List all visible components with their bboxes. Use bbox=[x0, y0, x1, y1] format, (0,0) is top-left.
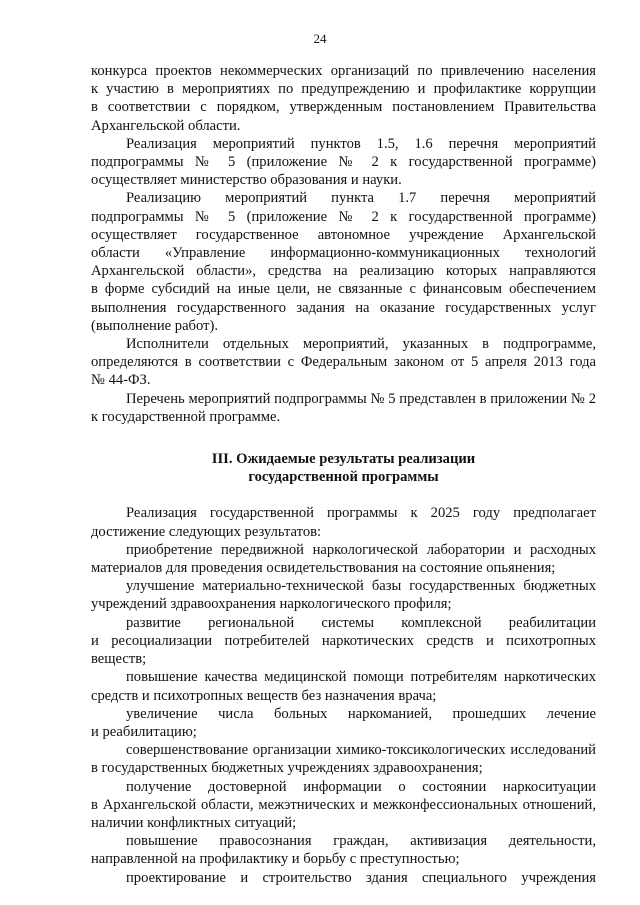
text-line: приобретение передвижной наркологической лаборатории и расходных bbox=[126, 541, 596, 558]
result-item bbox=[91, 504, 596, 540]
result-item bbox=[91, 668, 596, 704]
text-line: и ресоциализации потребителей наркотических средств и психотропных bbox=[91, 632, 596, 649]
paragraphs bbox=[91, 62, 596, 426]
results-list bbox=[91, 504, 596, 886]
result-item bbox=[91, 778, 596, 833]
text-line: в форме субсидий на иные цели, не связанные с финансовым обеспечением bbox=[91, 281, 596, 298]
text-line: улучшение материально-технической базы государственных бюджетных bbox=[126, 578, 596, 595]
text-line: повышение качества медицинской помощи потребителям наркотических bbox=[126, 669, 596, 686]
result-item bbox=[91, 832, 596, 868]
paragraph bbox=[91, 390, 596, 426]
text-line: в соответствии с порядком, утвержденным постановлением Правительства bbox=[91, 99, 596, 116]
text-line: в государственных бюджетных учреждениях здравоохранения; bbox=[91, 760, 483, 777]
text-line: наличии конфликтных ситуаций; bbox=[91, 814, 297, 831]
text-line: осуществляет министерство образования и науки. bbox=[91, 172, 402, 189]
result-item bbox=[91, 705, 596, 741]
text-line: подпрограммы № 5 (приложение № 2 к государственной программе) bbox=[91, 208, 596, 225]
text-line: (выполнение работ). bbox=[91, 317, 218, 334]
page-number: 24 bbox=[313, 31, 327, 46]
paragraph bbox=[91, 189, 596, 335]
result-item bbox=[91, 741, 596, 777]
text-line: учреждений здравоохранения наркологического профиля; bbox=[91, 596, 452, 613]
result-item bbox=[91, 577, 596, 613]
result-item bbox=[91, 541, 596, 577]
text-line: повышение правосознания граждан, активизация деятельности, bbox=[126, 833, 596, 850]
paragraph bbox=[91, 135, 596, 190]
section-heading bbox=[91, 450, 596, 486]
text-line: получение достоверной информации о состоянии наркоситуации bbox=[126, 778, 596, 795]
text-line: области «Управление информационно-коммуникационных технологий bbox=[91, 245, 596, 262]
section-heading-line-2: государственной программы bbox=[248, 469, 439, 486]
text-line: направленной на профилактику и борьбу с преступностью; bbox=[91, 851, 460, 868]
text-line: и реабилитацию; bbox=[91, 723, 197, 740]
text-line: в Архангельской области, межэтнических и межконфессиональных отношений, bbox=[91, 796, 596, 813]
paragraph bbox=[91, 335, 596, 390]
text-line: № 44-ФЗ. bbox=[91, 372, 151, 389]
paragraph bbox=[91, 62, 596, 135]
text-line: достижение следующих результатов: bbox=[91, 523, 322, 540]
text-line: определяются в соответствии с Федеральным законом от 5 апреля 2013 года bbox=[91, 354, 596, 371]
text-line: подпрограммы № 5 (приложение № 2 к государственной программе) bbox=[91, 154, 596, 171]
text-line: Архангельской области», средства на реализацию которых направляются bbox=[91, 263, 596, 280]
text-line: развитие региональной системы комплексной реабилитации bbox=[126, 614, 596, 631]
text-line: Исполнители отдельных мероприятий, указанных в подпрограмме, bbox=[126, 336, 596, 353]
result-item bbox=[91, 869, 596, 887]
text-line: Реализация мероприятий пунктов 1.5, 1.6 перечня мероприятий bbox=[126, 135, 596, 152]
body-text bbox=[91, 62, 596, 887]
result-item bbox=[91, 614, 596, 669]
text-line: осуществляет государственное автономное учреждение Архангельской bbox=[91, 226, 596, 243]
text-line: к государственной программе. bbox=[91, 408, 281, 425]
text-line: Архангельской области. bbox=[91, 117, 241, 134]
text-line: совершенствование организации химико-токсикологических исследований bbox=[126, 742, 596, 759]
text-line: увеличение числа больных наркоманией, прошедших лечение bbox=[126, 705, 596, 722]
text-line: средств и психотропных веществ без назначения врача; bbox=[91, 687, 437, 704]
text-line: к участию в мероприятиях по предупреждению и профилактике коррупции bbox=[91, 81, 596, 98]
text-line: Реализация государственной программы к 2025 году предполагает bbox=[126, 505, 596, 522]
text-line: Реализацию мероприятий пункта 1.7 перечня мероприятий bbox=[126, 190, 596, 207]
text-line: веществ; bbox=[91, 651, 147, 668]
text-line: выполнения государственного задания на оказание государственных услуг bbox=[91, 299, 596, 316]
text-line: проектирование и строительство здания специального учреждения bbox=[126, 869, 596, 886]
section-heading-line-1: III. Ожидаемые результаты реализации bbox=[211, 451, 476, 468]
text-line: конкурса проектов некоммерческих организаций по привлечению населения bbox=[91, 63, 596, 79]
text-line: материалов для проведения освидетельствования на состояние опьянения; bbox=[91, 560, 556, 577]
text-line: Перечень мероприятий подпрограммы № 5 представлен в приложении № 2 bbox=[126, 390, 596, 407]
